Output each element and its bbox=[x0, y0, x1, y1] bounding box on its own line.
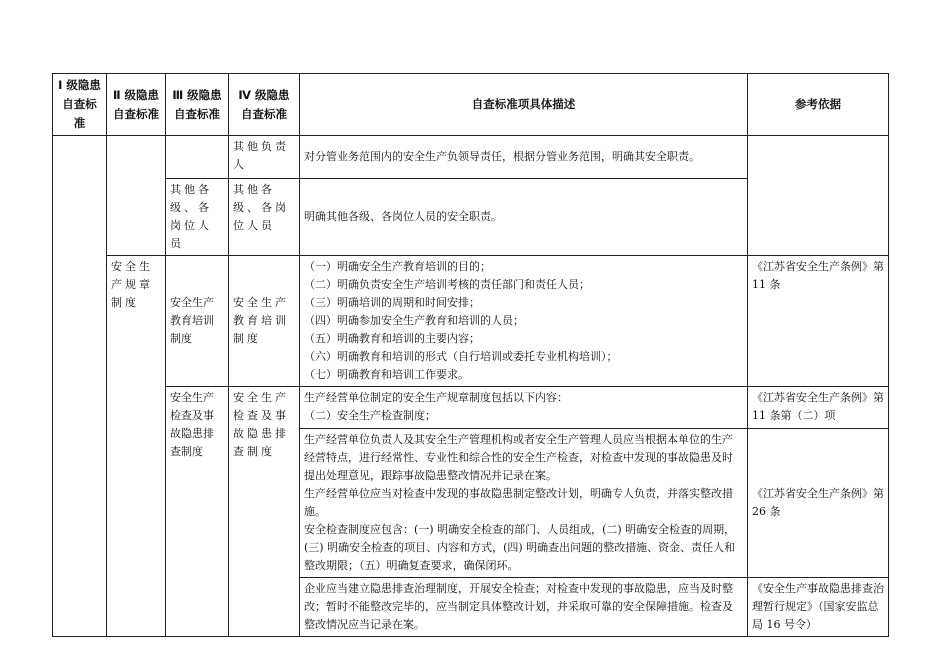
table-header-row bbox=[53, 74, 889, 136]
list-item: （二）明确负责安全生产培训考核的责任部门和责任人员； bbox=[304, 278, 590, 291]
desc-inspection-content bbox=[300, 387, 748, 429]
list-item: （七）明确教育和培训工作要求。 bbox=[304, 368, 469, 381]
ref-inspection-article: 《江苏省安全生产条例》第 26 条 bbox=[748, 429, 889, 578]
paragraph: 生产经营单位应当对检查中发现的事故隐患制定整改计划，明确专人负责，并落实整改措施。 bbox=[304, 487, 733, 518]
desc-training-list bbox=[300, 256, 748, 387]
desc-other-staff: 明确其他各级、各岗位人员的安全职责。 bbox=[300, 179, 748, 256]
paragraph: 生产经营单位负责人及其安全生产管理机构或者安全生产管理人员应当根据本单位的生产经营特点，进行经常性、专业性和综合性的安全生产检查，对检查中发现的事故隐患及时提出处理意见，跟踪事故隐患整改情况并记录在案。 bbox=[304, 433, 733, 482]
list-item: （五）明确教育和培训的主要内容； bbox=[304, 332, 480, 345]
ref-training: 《江苏省安全生产条例》第 11 条 bbox=[748, 256, 889, 387]
table-row bbox=[53, 387, 889, 429]
level3-training-system: 安全生产教育培训制度 bbox=[166, 256, 229, 387]
list-item: （六）明确教育和培训的形式（自行培训或委托专业机构培训）； bbox=[304, 350, 618, 363]
table-row bbox=[53, 136, 889, 179]
list-item: （三）明确培训的周期和时间安排； bbox=[304, 296, 480, 309]
desc-inspection-detail bbox=[300, 429, 748, 578]
header-level2: Ⅱ 级隐患自查标准 bbox=[107, 74, 166, 136]
header-level1: Ⅰ 级隐患自查标准 bbox=[53, 74, 107, 136]
hazard-standard-table bbox=[52, 73, 889, 637]
paragraph: 安全检查制度应包含：(一) 明确安全检查的部门、人员组成，(二) 明确安全检查的周期，(三) 明确安全检查的项目、内容和方式，(四) 明确查出问题的整改措施、资金、责任人和整改期限；（五）明确复查要求，确保闭环。 bbox=[304, 523, 736, 572]
header-level4: Ⅳ 级隐患自查标准 bbox=[229, 74, 300, 136]
ref-inspection-clause: 《江苏省安全生产条例》第 11 条第（二）项 bbox=[748, 387, 889, 429]
level2-safety-rules: 安全生产规章制度 bbox=[107, 256, 166, 637]
document-page bbox=[52, 73, 888, 637]
header-reference: 参考依据 bbox=[748, 74, 889, 136]
level3-other-staff: 其他各级、各岗位人员 bbox=[166, 179, 229, 256]
header-description: 自查标准项具体描述 bbox=[300, 74, 748, 136]
level4-training-system: 安全生产教育培训制度 bbox=[229, 256, 300, 387]
desc-other-leaders: 对分管业务范围内的安全生产负领导责任，根据分管业务范围，明确其安全职责。 bbox=[300, 136, 748, 179]
level3-cell-empty bbox=[166, 136, 229, 179]
ref-cell-empty bbox=[748, 136, 889, 256]
level3-inspection-system: 安全生产检查及事故隐患排查制度 bbox=[166, 387, 229, 637]
desc-hazard-governance: 企业应当建立隐患排查治理制度，开展安全检查；对检查中发现的事故隐患，应当及时整改；暂时不能整改完毕的，应当制定具体整改计划，并采取可靠的安全保障措施。检查及整改情况应当记录在案。 bbox=[300, 578, 748, 637]
table-row bbox=[53, 256, 889, 387]
level1-cell-empty bbox=[53, 136, 107, 637]
level4-other-staff: 其他各级、各岗位人员 bbox=[229, 179, 300, 256]
header-level3: Ⅲ 级隐患自查标准 bbox=[166, 74, 229, 136]
level4-inspection-system: 安全生产检查及事故隐患排查制度 bbox=[229, 387, 300, 637]
list-item: （四）明确参加安全生产教育和培训的人员； bbox=[304, 314, 524, 327]
ref-hazard-governance: 《安全生产事故隐患排查治理暂行规定》（国家安监总局 16 号令） bbox=[748, 578, 889, 637]
paragraph: 生产经营单位制定的安全生产规章制度包括以下内容： bbox=[304, 391, 568, 404]
list-item: （一）明确安全生产教育培训的目的； bbox=[304, 260, 491, 273]
paragraph: （二）安全生产检查制度； bbox=[304, 409, 436, 422]
level4-other-leaders: 其他负责人 bbox=[229, 136, 300, 179]
level2-cell-empty bbox=[107, 136, 166, 256]
